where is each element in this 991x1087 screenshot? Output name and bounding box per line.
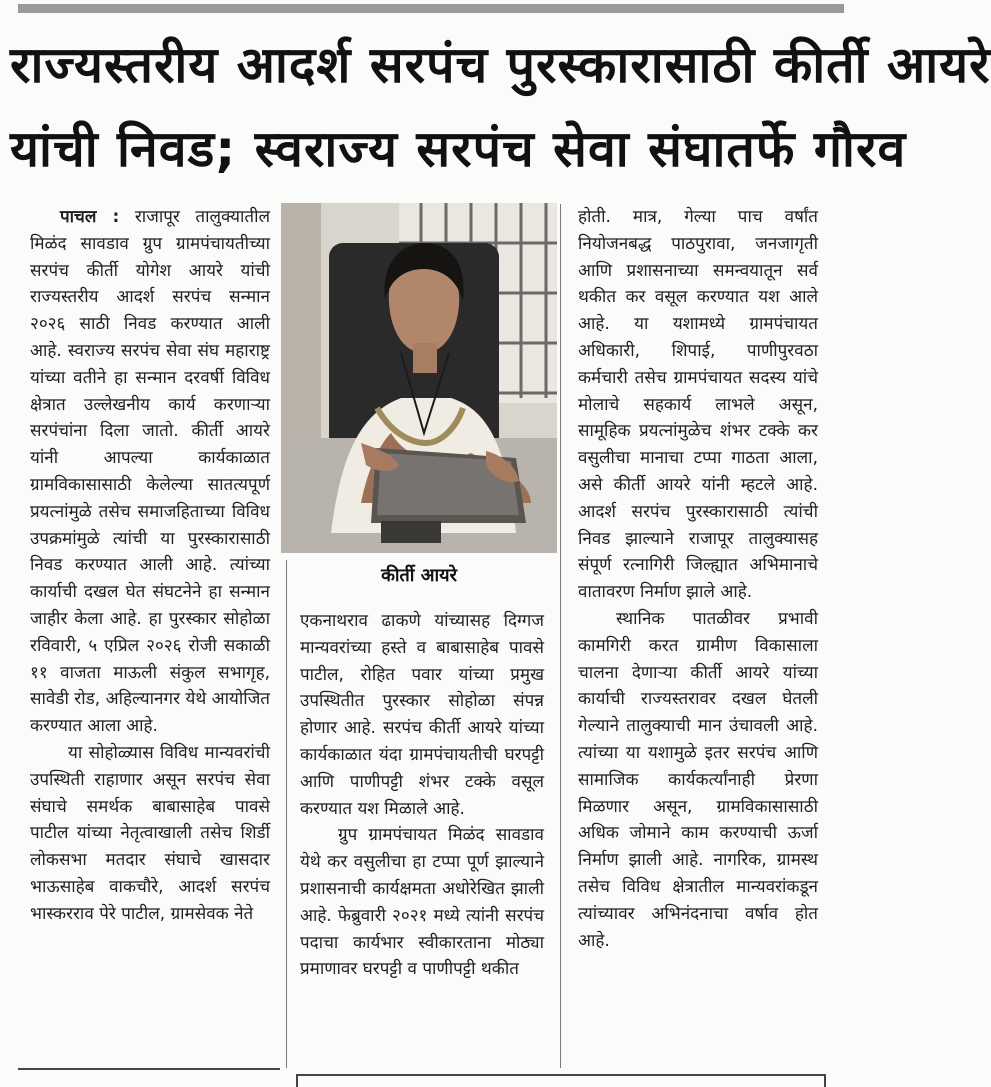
article-paragraph: या सोहोळ्यास विविध मान्यवरांची उपस्थिती राहाणार असून सरपंच सेवा संघाचे समर्थक बाबासाहेब पावसे पाटील यांच्या नेतृत्वाखाली तसेच शिर्डी लोकसभा मतदार संघाचे खासदार भाऊसाहेब वाकचौरे, आदर्श सरपंच भास्करराव पेरे पाटील, ग्रामसेवक नेते <box>30 742 270 924</box>
article-column-1 <box>30 204 270 928</box>
photo-caption: कीर्ती आयरे <box>381 565 457 586</box>
portrait-illustration <box>281 203 557 553</box>
bottom-rule <box>18 1068 280 1070</box>
headline-line-2: यांची निवड; स्वराज्य सरपंच सेवा संघातर्फे गौरव <box>10 120 907 178</box>
article-paragraph: ग्रुप ग्रामपंचायत मिळंद सावडाव येथे कर वसुलीचा हा टप्पा पूर्ण झाल्याने प्रशासनाची कार्यक्षमता अधोरेखित झाली आहे. फेब्रुवारी २०२१ मध्ये त्यांनी सरपंच पदाचा कार्यभार स्वीकारताना मोठ्या प्रमाणावर घरपट्टी व पाणीपट्टी थकीत <box>300 825 544 980</box>
column-divider <box>286 560 287 1068</box>
dateline: पाचल : <box>60 207 120 227</box>
article-paragraph <box>30 204 270 740</box>
article-paragraph: एकनाथराव ढाकणे यांच्यासह दिग्गज मान्यवरांच्या हस्ते व बाबासाहेब पावसे पाटील, रोहित पवार यांच्या प्रमुख उपस्थितीत पुरस्कार सोहोळा संपन्न होणार आहे. सरपंच कीर्ती आयरे यांच्या कार्यकाळात यंदा ग्रामपंचायतीची घरपट्टी आणि पाणीपट्टी शंभर टक्के वसूल करण्यात यश मिळाले आहे. <box>300 611 544 819</box>
headline-line-1: राज्यस्तरीय आदर्श सरपंच पुरस्कारासाठी कीर्ती आयरे <box>10 36 991 94</box>
top-rule <box>18 4 844 13</box>
article-paragraph: होती. मात्र, गेल्या पाच वर्षांत नियोजनबद्ध पाठपुरावा, जनजागृती आणि प्रशासनाच्या समन्वयातून सर्व थकीत कर वसूल करण्यात यश आले आहे. या यशामध्ये ग्रामपंचायत अधिकारी, शिपाई, पाणीपुरवठा कर्मचारी तसेच ग्रामपंचायत सदस्य यांचे मोलाचे सहकार्य लाभले असून, सामूहिक प्रयत्नांमुळेच शंभर टक्के कर वसुलीचा मानाचा टप्पा गाठता आला, असे कीर्ती आयरे यांनी म्हटले आहे. आदर्श सरपंच पुरस्कारासाठी त्यांची निवड झाल्याने राजापूर तालुक्यासह संपूर्ण रत्नागिरी जिल्ह्यात अभिमानाचे वातावरण निर्माण झाले आहे. <box>578 207 818 603</box>
article-column-3 <box>578 204 818 954</box>
column-divider <box>560 204 561 1068</box>
portrait-photo <box>281 203 557 553</box>
next-article-box <box>296 1074 826 1087</box>
article-column-2 <box>300 608 544 983</box>
article-paragraph: स्थानिक पातळीवर प्रभावी कामगिरी करत ग्रामीण विकासाला चालना देणाऱ्या कीर्ती आयरे यांच्या कार्याची राज्यस्तरावर दखल घेतली गेल्याने तालुक्याची मान उंचावली आहे. त्यांच्या या यशामुळे इतर सरपंच आणि सामाजिक कार्यकर्त्यांनाही प्रेरणा मिळणार असून, ग्रामविकासासाठी अधिक जोमाने काम करण्याची ऊर्जा निर्माण झाली आहे. नागरिक, ग्रामस्थ तसेच विविध क्षेत्रातील मान्यवरांकडून त्यांच्यावर अभिनंदनाचा वर्षाव होत आहे. <box>578 608 818 951</box>
paragraph-text: राजापूर तालुक्यातील मिळंद सावडाव ग्रुप ग्रामपंचायतीच्या सरपंच कीर्ती योगेश आयरे यांची राज्यस्तरीय आदर्श सरपंच सन्मान २०२६ साठी निवड करण्यात आली आहे. स्वराज्य सरपंच सेवा संघ महाराष्ट्र यांच्या वतीने हा सन्मान दरवर्षी विविध क्षेत्रात उल्लेखनीय कार्य करणाऱ्या सरपंचांना दिला जातो. कीर्ती आयरे यांनी आपल्या कार्यकाळात ग्रामविकासासाठी केलेल्या सातत्यपूर्ण प्रयत्नांमुळे तसेच समाजहिताच्या विविध उपक्रमांमुळे त्यांची या पुरस्कारासाठी निवड करण्यात आली आहे. त्यांच्या कार्याची दखल घेत संघटनेने हा सन्मान जाहीर केला आहे. हा पुरस्कार सोहोळा रविवारी, ५ एप्रिल २०२६ रोजी सकाळी ११ वाजता माऊली संकुल सभागृह, सावेडी रोड, अहिल्यानगर येथे आयोजित करण्यात आला आहे. <box>30 207 270 737</box>
